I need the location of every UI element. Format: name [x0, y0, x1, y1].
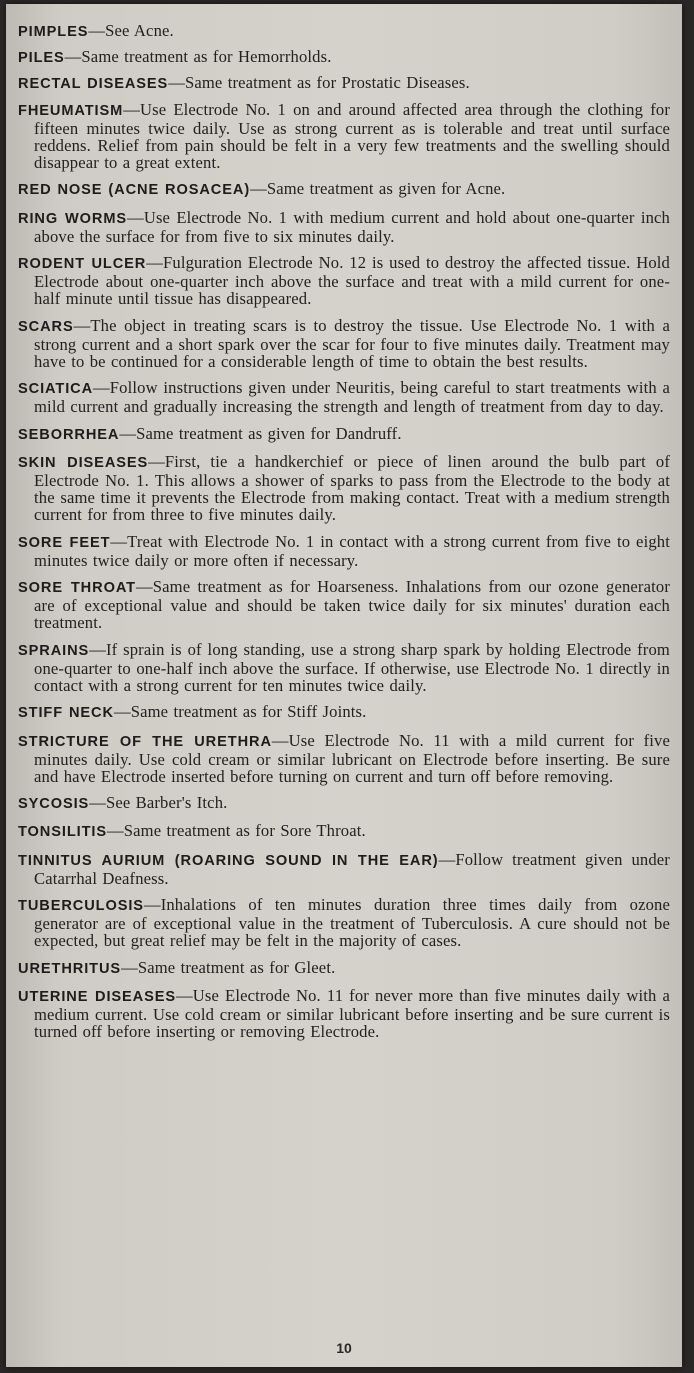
entry-sore-feet: [18, 533, 670, 569]
entry-sciatica: [18, 379, 670, 415]
entry-term: RING WORMS: [18, 210, 128, 227]
entry-term: SPRAINS: [18, 642, 90, 659]
entry-dash: —: [107, 821, 124, 841]
entry-term: RED NOSE (ACNE ROSACEA): [18, 182, 251, 199]
entry-dash: —: [146, 253, 163, 273]
entry-dash: —: [250, 179, 267, 199]
entry-term: SEBORRHEA: [18, 426, 120, 443]
entry-term: TINNITUS AURIUM (ROARING SOUND IN THE EAR): [18, 852, 439, 869]
entry-text: Treat with Electrode No. 1 in contact with a strong current from five to eight minutes twice daily or more often if necessary.: [34, 531, 670, 570]
entry-dash: —: [176, 985, 193, 1005]
entry-term: RODENT ULCER: [18, 256, 147, 273]
entry-tonsilitis: [18, 822, 670, 841]
entry-text: Use Electrode No. 1 with medium current and hold about one-quarter inch above the surface for from five to six minutes daily.: [34, 207, 670, 246]
entry-term: SORE THROAT: [18, 580, 136, 597]
entry-stricture-of-the-urethra: [18, 732, 670, 786]
entry-text: The object in treating scars is to destroy the tissue. Use Electrode No. 1 with a strong current and a short spark over the scar for four to five minutes daily. Treatment may have to be continued for a considerable length of time to obtain the best results.: [34, 315, 670, 372]
entry-text: Same treatment as for Sore Throat.: [123, 821, 366, 841]
entry-dash: —: [127, 207, 144, 227]
entry-text: Same treatment as for Stiff Joints.: [130, 702, 367, 722]
entry-term: SCARS: [18, 318, 74, 335]
entry-term: URETHRITUS: [18, 960, 122, 977]
entry-dash: —: [168, 73, 185, 93]
entry-dash: —: [271, 730, 289, 750]
entry-dash: —: [88, 21, 106, 40]
entry-term: STIFF NECK: [18, 705, 114, 722]
entry-text: Follow treatment given under Catarrhal Deafness.: [34, 849, 670, 888]
entry-dash: —: [136, 577, 153, 597]
entry-term: PIMPLES: [18, 24, 89, 40]
entry-text: Follow instructions given under Neuritis, being careful to start treatments with a mild current and gradually increasing the strength and length of treatment from day to day.: [34, 378, 670, 417]
entry-scars: [18, 317, 670, 371]
entry-dash: —: [121, 957, 138, 977]
entry-dash: —: [143, 894, 161, 914]
entry-term: FHEUMATISM: [18, 102, 124, 119]
entry-term: TONSILITIS: [18, 824, 108, 841]
document-page: [6, 4, 682, 1367]
entry-sore-throat: [18, 578, 670, 632]
entry-text: Same treatment as for Hemorrholds.: [81, 47, 332, 67]
entry-pimples: [18, 22, 670, 41]
entry-dash: —: [438, 849, 456, 869]
entry-term: SKIN DISEASES: [18, 454, 149, 471]
entry-text: Use Electrode No. 11 for never more than five minutes daily with a medium current. Use cold cream or similar lubricant before inserting and be sure current is turned off before inserting or removing Electrode.: [34, 985, 671, 1042]
entry-dash: —: [89, 793, 106, 813]
entry-term: RECTAL DISEASES: [18, 76, 169, 93]
entry-dash: —: [148, 451, 165, 471]
entry-text: Use Electrode No. 11 with a mild current for five minutes daily. Use cold cream or similar lubricant on Electrode before inserting. Be sure and have Electrode inserted before turning on current and turn off before removing.: [34, 730, 670, 786]
entry-ring-worms: [18, 209, 670, 245]
entry-text: If sprain is of long standing, use a strong sharp spark by holding Electrode from one-quarter to one-half inch above the surface. If otherwise, use Electrode No. 1 directly in contact with a strong current for ten minutes twice daily.: [34, 639, 670, 696]
entry-text: Same treatment as for Gleet.: [137, 957, 336, 977]
entry-rectal-diseases: [18, 74, 670, 93]
entry-term: SORE FEET: [18, 534, 111, 551]
entry-dash: —: [110, 531, 128, 551]
entry-dash: —: [73, 315, 91, 335]
entry-uterine-diseases: [18, 987, 670, 1041]
entry-text: First, tie a handkerchief or piece of linen around the bulb part of Electrode No. 1. This allows a shower of sparks to pass from the Electrode to the body at the same time it prevents the Electrode from making contact. Treat with a medium strength current for from three to five minutes daily.: [34, 451, 670, 525]
entry-text: Fulguration Electrode No. 12 is used to destroy the affected tissue. Hold Electrode about one-quarter inch above the surface and treat with a mild current for one-half minute until tissue has disappeared.: [34, 253, 670, 309]
entry-term: TUBERCULOSIS: [18, 897, 144, 914]
entry-dash: —: [89, 639, 106, 659]
entry-text: Same treatment as given for Dandruff.: [136, 423, 402, 443]
entry-seborrhea: [18, 425, 670, 444]
entry-skin-diseases: [18, 453, 670, 524]
entry-stiff-neck: [18, 703, 670, 722]
entry-text: Same treatment as given for Acne.: [266, 179, 506, 199]
entry-text: Inhalations of ten minutes duration three times daily from ozone generator are of exceptional value in the treatment of Tuberculosis. A cure should not be expected, but great relief may be felt in the majority of cases.: [34, 894, 670, 951]
entry-sprains: [18, 641, 670, 695]
entry-dash: —: [123, 99, 140, 119]
entry-text: Use Electrode No. 1 on and around affected area through the clothing for fifteen minutes twice daily. Use as strong current as is tolerable and treat until surface reddens. Relief from pain should be felt in a very few treatments and the swelling should disappear to a great extent.: [34, 99, 670, 173]
entry-term: UTERINE DISEASES: [18, 988, 177, 1005]
entry-urethritus: [18, 959, 670, 978]
entry-sycosis: [18, 794, 670, 813]
entry-dash: —: [113, 702, 131, 722]
entry-dash: —: [119, 423, 137, 443]
entry-dash: —: [93, 378, 110, 398]
entry-text: See Barber's Itch.: [105, 793, 228, 813]
entry-term: SYCOSIS: [18, 796, 90, 813]
entry-tinnitus-aurium: [18, 851, 670, 887]
entry-text: Same treatment as for Prostatic Diseases.: [184, 73, 470, 93]
entry-text: See Acne.: [105, 21, 174, 40]
entry-rodent-ulcer: [18, 254, 670, 308]
entry-piles: [18, 48, 670, 67]
entry-dash: —: [64, 47, 82, 67]
entry-rheumatism: [18, 101, 670, 172]
entry-term: PILES: [18, 50, 65, 67]
entry-tuberculosis: [18, 896, 670, 950]
treatment-list: [18, 22, 670, 1049]
page-number: 10: [336, 1340, 352, 1356]
entry-red-nose: [18, 180, 670, 199]
entry-text: Same treatment as for Hoarseness. Inhalations from our ozone generator are of exceptional value and should be taken twice daily for six minutes' duration each treatment.: [34, 577, 671, 633]
entry-term: SCIATICA: [18, 381, 94, 398]
entry-term: STRICTURE OF THE URETHRA: [18, 733, 272, 750]
